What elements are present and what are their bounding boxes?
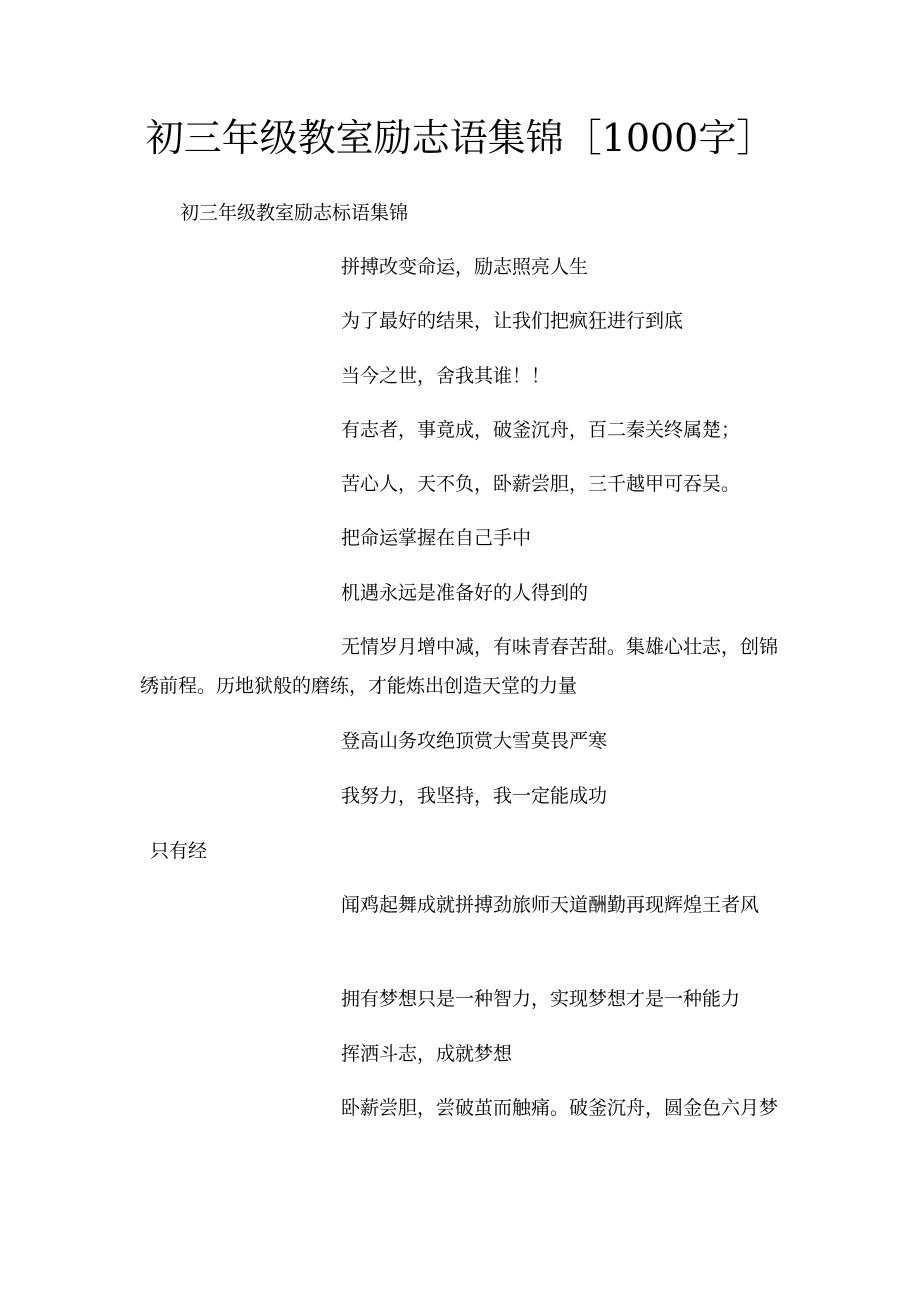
slogan-paragraph: 闻鸡起舞成就拼搏劲旅师天道酬勤再现辉煌王者风	[341, 894, 760, 916]
slogan-line: 拥有梦想只是一种智力，实现梦想才是一种能力	[341, 988, 741, 1010]
slogan-line: 苦心人，天不负，卧薪尝胆，三千越甲可吞吴。	[341, 473, 741, 495]
slogan-line: 登高山务攻绝顶赏大雪莫畏严寒	[341, 730, 608, 752]
slogan-line: 有志者，事竟成，破釜沉舟，百二秦关终属楚；	[341, 419, 741, 441]
document-title: 初三年级教室励志语集锦［1000字］	[145, 116, 775, 160]
slogan-line: 为了最好的结果，让我们把疯狂进行到底	[341, 310, 684, 332]
slogan-line: 挥洒斗志，成就梦想	[341, 1043, 513, 1065]
fragment-line: 只有经	[150, 840, 208, 862]
slogan-paragraph: 卧薪尝胆，尝破茧而触痛。破釜沉舟，圆金色六月梦	[341, 1097, 779, 1119]
slogan-line: 拼搏改变命运，励志照亮人生	[341, 256, 589, 278]
document-subtitle: 初三年级教室励志标语集锦	[180, 202, 409, 224]
slogan-line: 当今之世，舍我其谁！！	[341, 365, 551, 387]
slogan-paragraph: 无情岁月增中减，有味青春苦甜。集雄心壮志，创锦绣前程。历地狱般的磨练，才能炼出创造天堂的力量	[140, 636, 779, 697]
slogan-line: 我努力，我坚持，我一定能成功	[341, 785, 608, 807]
slogan-line: 把命运掌握在自己手中	[341, 527, 532, 549]
slogan-line: 机遇永远是准备好的人得到的	[341, 582, 589, 604]
